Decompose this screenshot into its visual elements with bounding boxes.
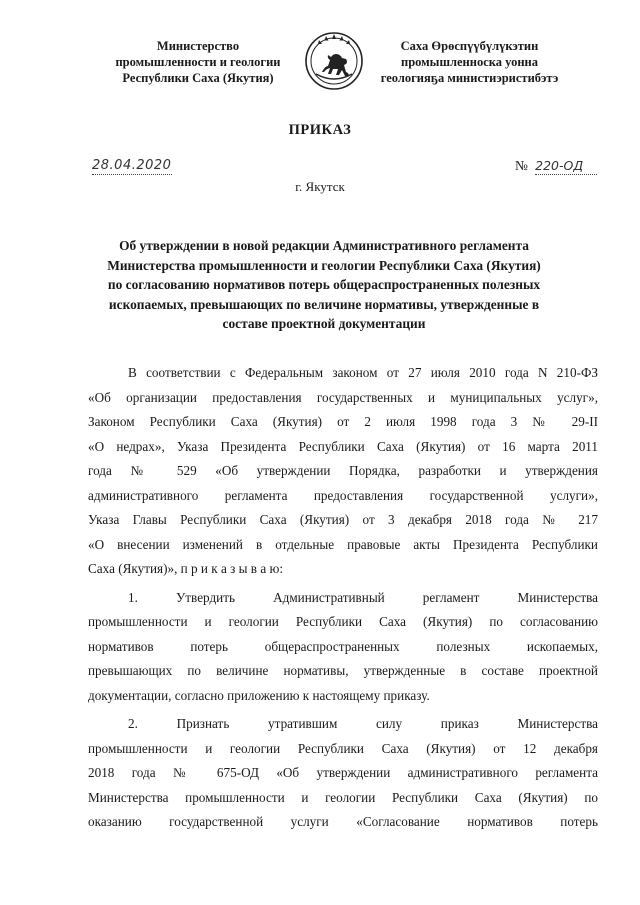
paragraph-item-2 [88,712,598,835]
header-right-line: геологияҕа министиэристибэтэ [380,71,559,85]
ministry-name-russian [78,38,318,86]
ministry-name-yakut [352,38,587,86]
document-body [88,361,598,835]
header-left-line: Республики Саха (Якутия) [122,71,274,85]
header-left-line: промышленности и геологии [115,55,281,69]
body-line: Законом Республики Саха (Якутия) от 2 июля 1998 года 3 № 29-II [88,414,598,429]
body-line: 2018 года № 675-ОД «Об утверждении административного регламента [88,765,598,780]
order-number-value: 220-ОД [535,158,597,175]
body-line: года № 529 «Об утверждении Порядка, разработки и утверждения [88,463,598,478]
order-title: ПРИКАЗ [288,122,352,138]
body-line: Указа Главы Республики Саха (Якутия) от 3 декабря 2018 года № 217 [88,512,598,527]
body-line: «О внесении изменений в отдельные правовые акты Президента Республики [88,536,598,552]
body-line: оказанию государственной услуги «Согласование нормативов потерь [88,814,598,829]
document-title-line: по согласованию нормативов потерь общераспространенных полезных [107,277,541,292]
order-date: 28.04.2020 [92,158,172,173]
body-line: «О недрах», Указа Президента Республики Саха (Якутия) от 16 марта 2011 [88,438,598,454]
paragraph-item-1 [88,586,598,709]
order-number [515,158,605,175]
document-title-line: составе проектной документации [222,316,426,331]
body-line: документации, согласно приложению к настоящему приказу. [88,687,430,703]
paragraph-preamble [88,361,598,582]
body-line: промышленности и геологии Республики Саха (Якутия) от 12 декабря [88,740,598,756]
document-title [80,236,568,334]
header-right-line: промышленноска уонна [401,55,538,69]
header-left-line: Министерство [156,39,240,53]
body-line: 1. Утвердить Административный регламент Министерства [128,589,598,605]
body-line: Саха (Якутия)», п р и к а з ы в а ю: [88,561,283,576]
body-line: превышающих по величине нормативы, утвержденные в составе проектной [88,663,598,678]
body-line: «Об организации предоставления государственных и муниципальных услуг», [88,389,598,405]
body-line: нормативов потерь общераспространенных полезных ископаемых, [88,638,598,654]
number-sign: № [515,158,528,173]
document-title-line: Об утверждении в новой редакции Административного регламента [119,238,529,253]
body-line: Министерства промышленности и геологии Республики Саха (Якутия) по [88,789,598,805]
body-line: промышленности и геологии Республики Саха (Якутия) по согласованию [88,614,598,629]
body-line: В соответствии с Федеральным законом от 27 июля 2010 года N 210-ФЗ [128,365,598,380]
body-line: административного регламента предоставления государственной услуги», [88,487,598,503]
body-line: 2. Признать утратившим силу приказ Министерства [128,716,598,731]
header-right-line: Саха Өрөспүүбүлүкэтин [400,39,539,53]
document-title-line: Министерства промышленности и геологии Республики Саха (Якутия) [107,257,541,273]
document-title-line: ископаемых, превышающих по величине нормативы, утвержденные в [108,296,540,312]
order-city: г. Якутск [295,179,345,194]
